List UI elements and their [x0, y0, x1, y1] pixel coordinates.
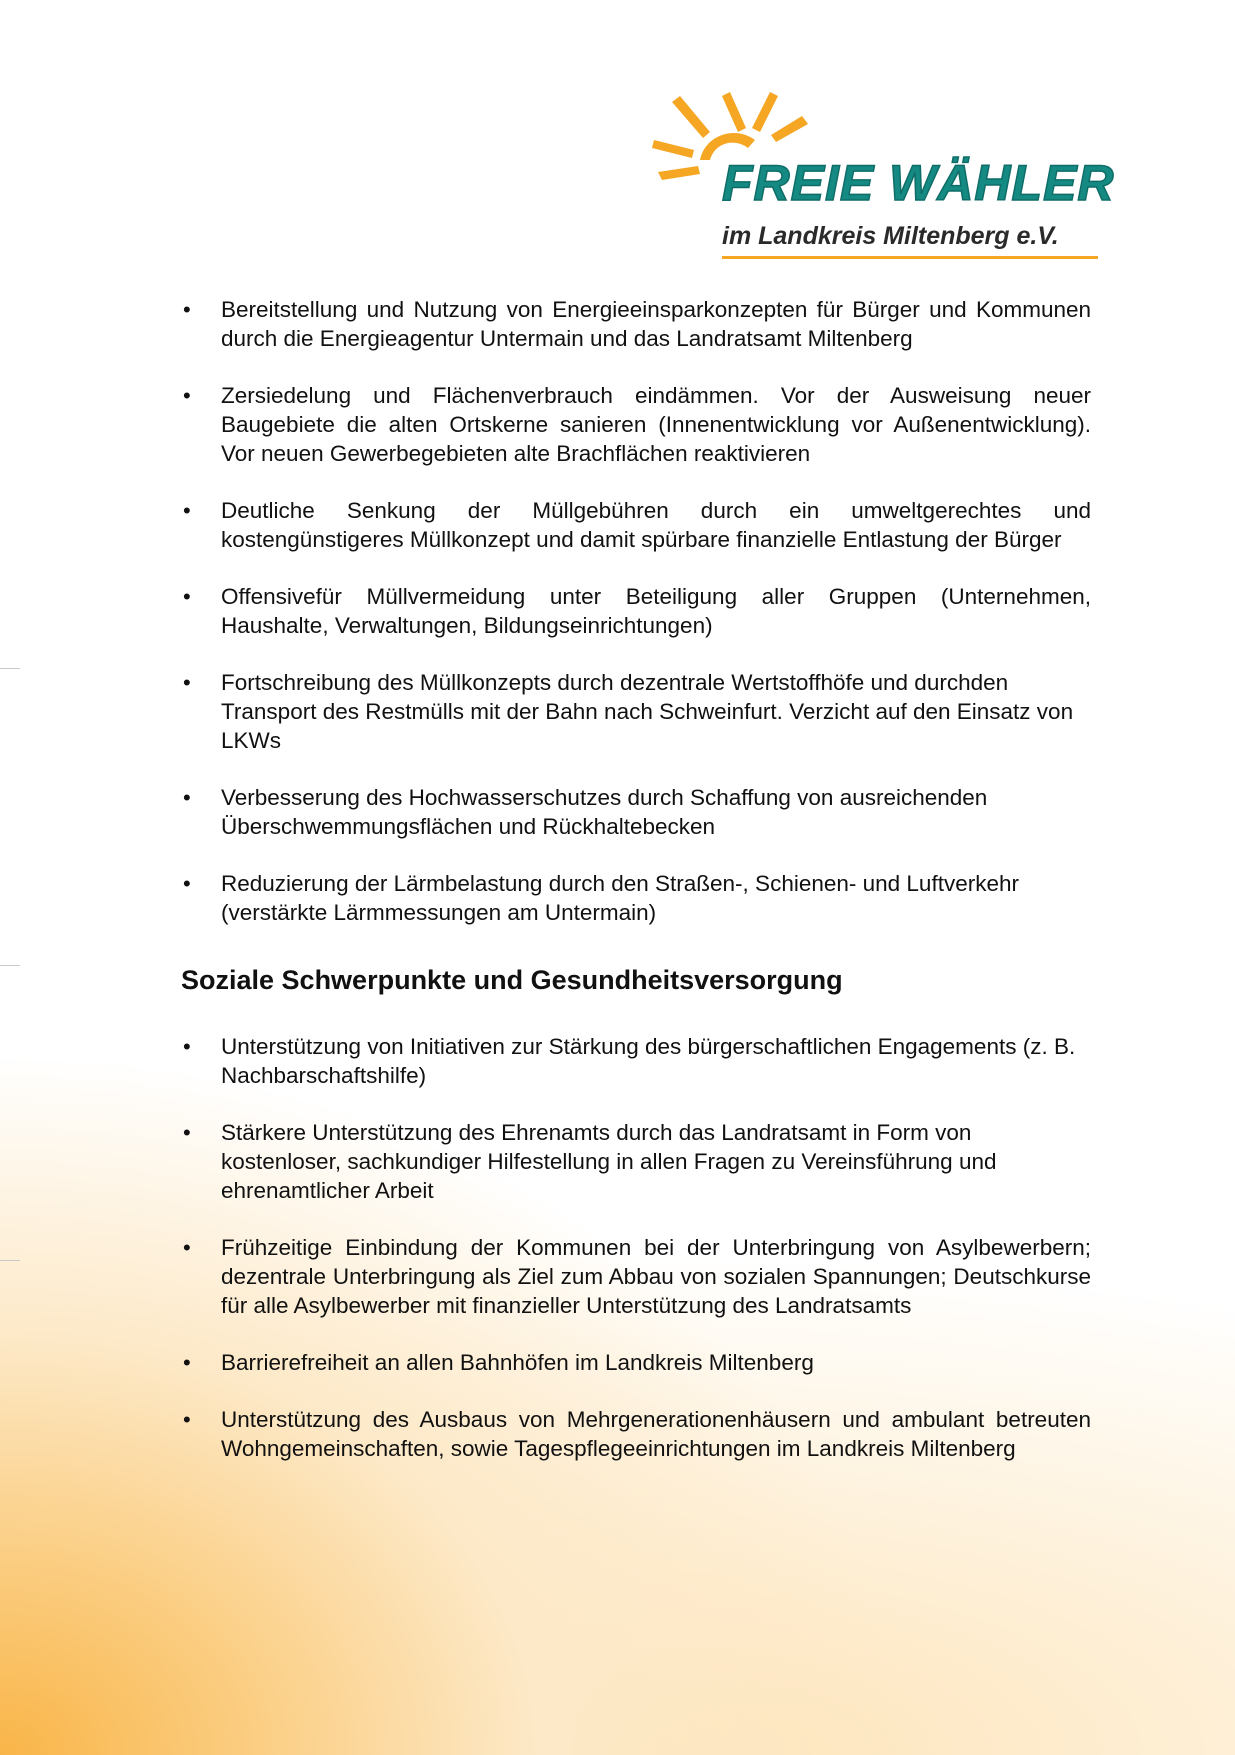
margin-tick — [0, 965, 20, 966]
list-item — [181, 496, 1091, 554]
list-item — [181, 869, 1091, 927]
margin-tick — [0, 1260, 20, 1261]
list-item — [181, 1233, 1091, 1320]
list-item-text: Deutliche Senkung der Müllgebühren durch ein umweltgerechtes und kostengünstigeres Müllkonzept und damit spürbare finanzielle Entlastung der Bürger — [221, 498, 1091, 552]
list-item-text: Fortschreibung des Müllkonzepts durch dezentrale Wertstoffhöfe und durchden Transport des Restmülls mit der Bahn nach Schweinfurt. Verzicht auf den Einsatz von LKWs — [221, 670, 1074, 753]
list-item-text: Reduzierung der Lärmbelastung durch den Straßen-, Schienen- und Luftverkehr (verstärkte Lärmmessungen am Untermain) — [221, 871, 1019, 925]
bullet-glyph: • — [183, 871, 191, 896]
list-item-text: Zersiedelung und Flächenverbrauch eindämmen. Vor der Ausweisung neuer Baugebiete die alten Ortskerne sanieren (Innenentwicklung vor Außenentwicklung). Vor neuen Gewerbegebieten alte Brachflächen reaktivieren — [221, 383, 1091, 466]
list-item-text: Barrierefreiheit an allen Bahnhöfen im Landkreis Miltenberg — [221, 1350, 814, 1375]
list-item-text: Unterstützung von Initiativen zur Stärkung des bürgerschaftlichen Engagements (z. B. Nachbarschaftshilfe) — [221, 1034, 1076, 1088]
bullet-glyph: • — [183, 498, 191, 523]
bullet-glyph: • — [183, 1407, 191, 1432]
bullet-glyph: • — [183, 670, 191, 695]
list-item — [181, 582, 1091, 640]
bullet-glyph: • — [183, 383, 191, 408]
list-item — [181, 295, 1091, 353]
bullet-glyph: • — [183, 785, 191, 810]
margin-tick — [0, 668, 20, 669]
bullet-list-environment — [181, 295, 1091, 927]
bullet-glyph: • — [183, 584, 191, 609]
list-item-text: Offensivefür Müllvermeidung unter Beteiligung aller Gruppen (Unternehmen, Haushalte, Verwaltungen, Bildungseinrichtungen) — [221, 584, 1091, 638]
list-item-text: Bereitstellung und Nutzung von Energieeinsparkonzepten für Bürger und Kommunen durch die Energieagentur Untermain und das Landratsamt Miltenberg — [221, 297, 1091, 351]
document-body — [181, 295, 1091, 1491]
bullet-glyph: • — [183, 297, 191, 322]
bullet-glyph: • — [183, 1350, 191, 1375]
bullet-list-social — [181, 1032, 1091, 1463]
logo-underline — [722, 256, 1098, 259]
logo-title: FREIE WÄHLER — [722, 155, 1115, 211]
logo-subtitle: im Landkreis Miltenberg e.V. — [722, 222, 1059, 250]
freie-waehler-logo — [650, 90, 1190, 265]
list-item — [181, 1348, 1091, 1377]
list-item-text: Stärkere Unterstützung des Ehrenamts durch das Landratsamt in Form von kostenloser, sachkundiger Hilfestellung in allen Fragen zu Vereinsführung und ehrenamtlicher Arbeit — [221, 1120, 997, 1203]
list-item-text: Unterstützung des Ausbaus von Mehrgenerationenhäusern und ambulant betreuten Wohngemeinschaften, sowie Tagespflegeeinrichtungen im Landkreis Miltenberg — [221, 1407, 1091, 1461]
list-item — [181, 1032, 1091, 1090]
list-item — [181, 381, 1091, 468]
bullet-glyph: • — [183, 1120, 191, 1145]
list-item — [181, 783, 1091, 841]
list-item-text: Frühzeitige Einbindung der Kommunen bei der Unterbringung von Asylbewerbern; dezentrale Unterbringung als Ziel zum Abbau von sozialen Spannungen; Deutschkurse für alle Asylbewerber mit finanzieller Unterstützung des Landratsamts — [221, 1235, 1091, 1318]
bullet-glyph: • — [183, 1034, 191, 1059]
list-item — [181, 1118, 1091, 1205]
list-item — [181, 1405, 1091, 1463]
section-heading: Soziale Schwerpunkte und Gesundheitsversorgung — [181, 965, 843, 995]
list-item-text: Verbesserung des Hochwasserschutzes durch Schaffung von ausreichenden Überschwemmungsflächen und Rückhaltebecken — [221, 785, 988, 839]
list-item — [181, 668, 1091, 755]
bullet-glyph: • — [183, 1235, 191, 1260]
